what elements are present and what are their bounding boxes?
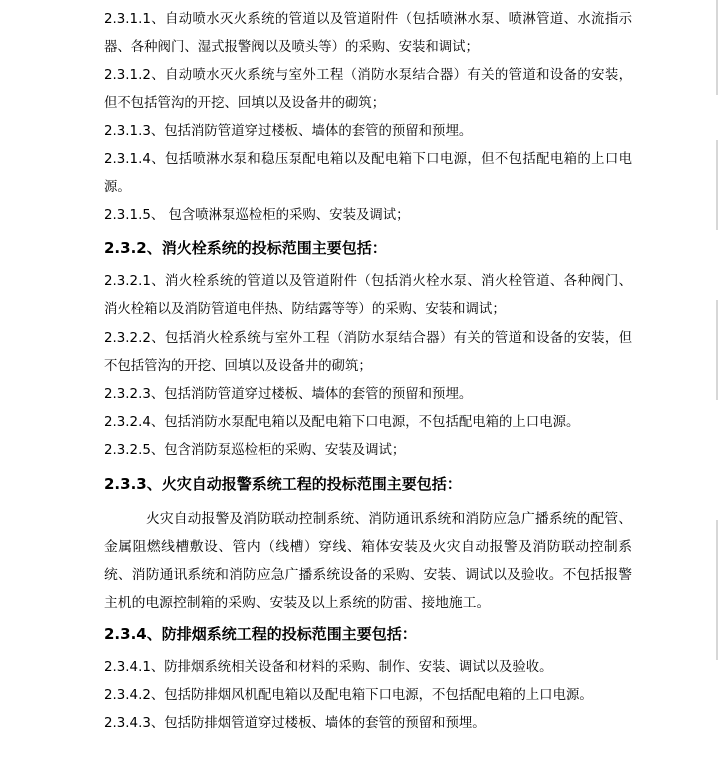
paragraph-2-3-1-3: 2.3.1.3、包括消防管道穿过楼板、墙体的套管的预留和预埋。: [104, 124, 473, 139]
heading-2-3-4: 2.3.4、防排烟系统工程的投标范围主要包括：: [104, 625, 417, 643]
paragraph-2-3-4-3: 2.3.4.3、包括防排烟管道穿过楼板、墙体的套管的预留和预埋。: [104, 716, 486, 731]
paragraph-2-3-1-5: 2.3.1.5、 包含喷淋泵巡检柜的采购、安装及调试；: [104, 208, 410, 223]
paragraph-2-3-4-2: 2.3.4.2、包括防排烟风机配电箱以及配电箱下口电源，不包括配电箱的上口电源。: [104, 688, 593, 703]
paragraph-2-3-2-2: 2.3.2.2、包括消火栓系统与室外工程（消防水泵结合器）有关的管道和设备的安装，但不包括管沟的开挖、回填以及设备井的砌筑；: [104, 331, 632, 374]
paragraph-2-3-3-body: 火灾自动报警及消防联动控制系统、消防通讯系统和消防应急广播系统的配管、金属阻燃线槽敷设、管内（线槽）穿线、箱体安装及火灾自动报警及消防联动控制系统、消防通讯系统和消防应急广播系统设备的采购、安装、调试以及验收。不包括报警主机的电源控制箱的采购、安装及以上系统的防雷、接地施工。: [104, 511, 632, 611]
paragraph-2-3-2-1: 2.3.2.1、消火栓系统的管道以及管道附件（包括消火栓水泵、消火栓管道、各种阀门、消火栓箱以及消防管道电伴热、防结露等等）的采购、安装和调试；: [104, 274, 632, 317]
paragraph-2-3-4-1: 2.3.4.1、防排烟系统相关设备和材料的采购、制作、安装、调试以及验收。: [104, 660, 553, 675]
paragraph-2-3-1-2: 2.3.1.2、自动喷水灭火系统与室外工程（消防水泵结合器）有关的管道和设备的安装，但不包括管沟的开挖、回填以及设备井的砌筑；: [104, 68, 632, 111]
paragraph-2-3-1-4: 2.3.1.4、包括喷淋水泵和稳压泵配电箱以及配电箱下口电源，但不包括配电箱的上口电源。: [104, 152, 632, 195]
paragraph-2-3-2-3: 2.3.2.3、包括消防管道穿过楼板、墙体的套管的预留和预埋。: [104, 387, 473, 402]
heading-2-3-3: 2.3.3、火灾自动报警系统工程的投标范围主要包括：: [104, 475, 462, 493]
paragraph-2-3-2-4: 2.3.2.4、包括消防水泵配电箱以及配电箱下口电源，不包括配电箱的上口电源。: [104, 415, 580, 430]
paragraph-2-3-1-1: 2.3.1.1、自动喷水灭火系统的管道以及管道附件（包括喷淋水泵、喷淋管道、水流指示器、各种阀门、湿式报警阀以及喷头等）的采购、安装和调试；: [104, 12, 632, 55]
paragraph-2-3-2-5: 2.3.2.5、包含消防泵巡检柜的采购、安装及调试；: [104, 443, 406, 458]
heading-2-3-2: 2.3.2、消火栓系统的投标范围主要包括：: [104, 239, 387, 257]
